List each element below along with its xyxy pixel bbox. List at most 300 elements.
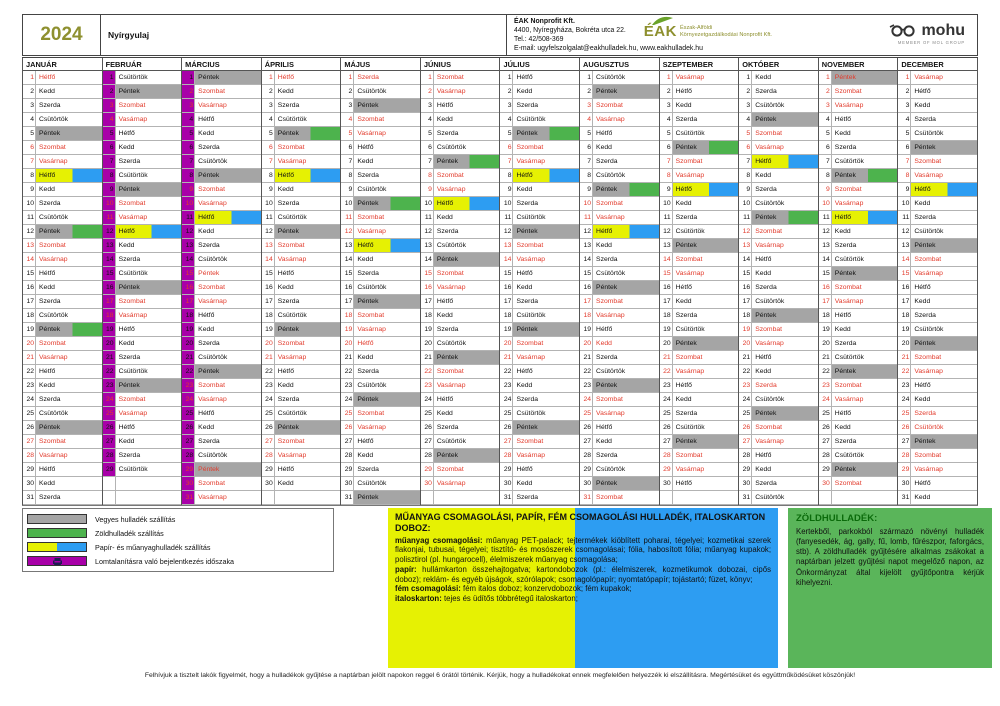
day-row (23, 379, 102, 393)
day-row (898, 85, 977, 99)
day-number: 17 (739, 295, 752, 308)
day-row (182, 71, 261, 85)
day-number: 18 (341, 309, 354, 322)
day-number: 20 (739, 337, 752, 350)
day-row (182, 141, 261, 155)
day-number: 3 (421, 99, 434, 112)
day-number: 15 (103, 267, 116, 280)
day-name: Csütörtök (357, 283, 387, 291)
day-row (819, 337, 898, 351)
day-number: 18 (580, 309, 593, 322)
day-number: 22 (262, 365, 275, 378)
day-row (103, 211, 182, 225)
day-number: 22 (580, 365, 593, 378)
day-name: Hétfő (516, 465, 533, 473)
day-number: 6 (262, 141, 275, 154)
day-row (23, 197, 102, 211)
day-name: Vasárnap (675, 171, 705, 179)
day-row (500, 337, 579, 351)
day-name: Csütörtök (118, 465, 148, 473)
day-name: Hétfő (596, 129, 613, 137)
day-row (182, 491, 261, 505)
day-row (739, 393, 818, 407)
day-number: 30 (500, 477, 513, 490)
day-name: Kedd (675, 199, 692, 207)
day-row (23, 295, 102, 309)
day-name: Kedd (834, 227, 851, 235)
day-name: Vasárnap (596, 115, 625, 123)
day-name: Szombat (834, 87, 862, 95)
day-number: 13 (580, 239, 593, 252)
day-row (262, 337, 341, 351)
day-number: 27 (23, 435, 36, 448)
day-number: 25 (898, 407, 911, 420)
month-column (499, 58, 579, 505)
day-number: 7 (898, 155, 911, 168)
day-row (103, 281, 182, 295)
day-name: Kedd (755, 269, 772, 277)
day-name: Szombat (596, 395, 623, 403)
day-name: Hétfő (198, 115, 215, 123)
day-row (819, 155, 898, 169)
day-row (660, 281, 739, 295)
day-number: 16 (262, 281, 275, 294)
day-name: Péntek (832, 169, 898, 182)
day-number: 20 (182, 337, 195, 350)
day-name: Szombat (39, 143, 66, 151)
day-name: Vasárnap (39, 157, 68, 165)
day-name: Péntek (593, 281, 659, 294)
day-row (341, 211, 420, 225)
day-number: 1 (182, 71, 195, 84)
day-number: 2 (819, 85, 832, 98)
month-header: OKTÓBER (739, 58, 818, 71)
day-row (898, 295, 977, 309)
day-name: Péntek (116, 379, 182, 392)
day-row (341, 379, 420, 393)
day-row (182, 435, 261, 449)
day-number: 19 (660, 323, 673, 336)
day-name: Szerda (277, 395, 300, 403)
day-row (23, 281, 102, 295)
day-name: Hétfő (277, 73, 294, 81)
day-name: Csütörtök (675, 325, 705, 333)
day-row (262, 435, 341, 449)
locality-label: Nyírgyulaj (101, 15, 507, 55)
day-name: Csütörtök (436, 437, 466, 445)
day-number: 14 (580, 253, 593, 266)
day-number: 11 (500, 211, 513, 224)
day-number: 4 (898, 113, 911, 126)
day-number: 28 (819, 449, 832, 462)
day-number: 1 (23, 71, 36, 84)
day-number: 22 (819, 365, 832, 378)
day-number: 23 (660, 379, 673, 392)
day-row (262, 253, 341, 267)
day-number: 13 (739, 239, 752, 252)
day-row (182, 449, 261, 463)
day-number: 25 (103, 407, 116, 420)
day-name: Szombat (198, 479, 225, 487)
day-row (580, 71, 659, 85)
day-name: Hétfő (675, 87, 692, 95)
day-name: Szerda (675, 311, 698, 319)
day-number: 8 (341, 169, 354, 182)
day-number: 1 (580, 71, 593, 84)
day-name: Vasárnap (277, 353, 307, 361)
day-row (421, 407, 500, 421)
day-row (23, 113, 102, 127)
day-number: 6 (103, 141, 116, 154)
day-row (421, 351, 500, 365)
day-name: Péntek (195, 71, 261, 84)
day-name: Hétfő (675, 479, 692, 487)
day-number: 26 (262, 421, 275, 434)
day-row (23, 351, 102, 365)
day-number: 5 (341, 127, 354, 140)
day-row (500, 71, 579, 85)
day-row (580, 365, 659, 379)
day-row (421, 225, 500, 239)
day-number: 31 (341, 491, 354, 504)
day-row (580, 281, 659, 295)
day-number: 18 (262, 309, 275, 322)
recyclables-paragraph-plastic: műanyag csomagolási: műanyag PET-palack; tejtermékek kiöblített poharai, tégelyei; kozmetikai szerek flakonjai, tubusai, tégelyei; tisztító- és mosószerek csomagolásai; fólia, habosított fólia; műanyag kupakok; polisztirol (pl. hungarocell), élelmiszerek műanyag csomagolása; (395, 535, 771, 565)
day-number: 23 (739, 379, 752, 392)
day-name: Kedd (596, 143, 612, 151)
day-row (341, 463, 420, 477)
mohu-logo-text: mohu (921, 22, 965, 39)
day-row (819, 379, 898, 393)
day-number: 15 (819, 267, 832, 280)
day-row (660, 197, 739, 211)
day-name: Szerda (198, 339, 220, 347)
day-number: 24 (660, 393, 673, 406)
day-name: Vasárnap (198, 101, 227, 109)
day-row (341, 239, 420, 253)
day-number: 4 (500, 113, 513, 126)
day-number: 26 (182, 421, 195, 434)
day-number: 15 (421, 267, 434, 280)
day-name: Szombat (914, 451, 942, 459)
day-row (580, 225, 659, 239)
day-row (341, 449, 420, 463)
day-name: Vasárnap (914, 367, 943, 375)
day-row (898, 379, 977, 393)
day-row (898, 267, 977, 281)
day-row (341, 421, 420, 435)
day-number (262, 491, 275, 504)
day-row (739, 435, 818, 449)
day-number: 5 (898, 127, 911, 140)
day-number: 30 (341, 477, 354, 490)
day-name: Szombat (596, 297, 623, 305)
day-number: 5 (500, 127, 513, 140)
day-number: 5 (103, 127, 116, 140)
day-name: Szerda (118, 451, 141, 459)
day-number: 24 (262, 393, 275, 406)
day-name: Hétfő (596, 325, 613, 333)
day-number: 13 (898, 239, 911, 252)
day-number: 7 (500, 155, 513, 168)
day-number: 28 (421, 449, 434, 462)
day-row (580, 407, 659, 421)
day-name: Csütörtök (436, 339, 466, 347)
day-number: 26 (580, 421, 593, 434)
day-number: 18 (182, 309, 195, 322)
day-row (660, 323, 739, 337)
day-row (341, 477, 420, 491)
day-number: 24 (103, 393, 116, 406)
day-name: Csütörtök (436, 143, 466, 151)
day-row (421, 85, 500, 99)
day-row (500, 113, 579, 127)
day-number: 31 (182, 491, 195, 504)
day-row (23, 393, 102, 407)
day-name: Szerda (39, 493, 61, 501)
day-name: Kedd (118, 339, 135, 347)
day-row (182, 281, 261, 295)
day-name: Szombat (436, 269, 464, 277)
day-number: 20 (23, 337, 36, 350)
day-row (182, 463, 261, 477)
day-row (500, 141, 579, 155)
day-name: Hétfő (275, 169, 341, 182)
day-row (898, 463, 977, 477)
eak-logo (644, 24, 772, 40)
day-number: 21 (819, 351, 832, 364)
day-name: Péntek (513, 421, 579, 434)
day-name: Szerda (198, 241, 220, 249)
day-name: Vasárnap (436, 87, 466, 95)
day-name: Szerda (516, 297, 539, 305)
day-number: 5 (262, 127, 275, 140)
day-row (500, 351, 579, 365)
day-row (103, 239, 182, 253)
day-number: 9 (500, 183, 513, 196)
day-name: Szerda (357, 73, 379, 81)
day-number: 15 (580, 267, 593, 280)
day-number: 30 (262, 477, 275, 490)
day-row (23, 267, 102, 281)
day-number: 20 (500, 337, 513, 350)
day-name: Péntek (116, 85, 182, 98)
day-name: Csütörtök (834, 451, 864, 459)
day-name: Vasárnap (357, 227, 386, 235)
day-number: 9 (341, 183, 354, 196)
day-row (262, 295, 341, 309)
day-number: 3 (341, 99, 354, 112)
day-number: 21 (421, 351, 434, 364)
day-name: Csütörtök (277, 409, 307, 417)
day-name: Szerda (118, 353, 141, 361)
day-number: 18 (23, 309, 36, 322)
day-name: Hétfő (436, 297, 454, 305)
day-name: Vasárnap (675, 465, 705, 473)
day-row (103, 295, 182, 309)
day-name: Szombat (516, 143, 544, 151)
day-name: Szerda (914, 115, 936, 123)
day-name: Kedd (118, 143, 135, 151)
day-row (660, 85, 739, 99)
day-row (421, 379, 500, 393)
day-number: 27 (103, 435, 116, 448)
day-name: Hétfő (675, 283, 692, 291)
day-number: 5 (660, 127, 673, 140)
day-number: 2 (898, 85, 911, 98)
day-name: Csütörtök (118, 367, 148, 375)
day-name: Hétfő (198, 311, 215, 319)
day-name: Szerda (914, 409, 936, 417)
month-header: JÚLIUS (500, 58, 579, 71)
day-row (660, 267, 739, 281)
day-number: 3 (739, 99, 752, 112)
day-name: Péntek (354, 295, 420, 308)
day-name: Szerda (357, 269, 379, 277)
day-number: 14 (262, 253, 275, 266)
day-row (421, 491, 500, 505)
day-row (341, 323, 420, 337)
day-number: 29 (580, 463, 593, 476)
day-name: Csütörtök (596, 465, 626, 473)
day-name: Csütörtök (675, 129, 705, 137)
day-name: Péntek (673, 141, 739, 154)
day-number: 6 (341, 141, 354, 154)
day-row (500, 99, 579, 113)
day-number: 11 (898, 211, 911, 224)
day-number: 12 (421, 225, 434, 238)
day-name: Vasárnap (436, 185, 466, 193)
day-name (673, 491, 739, 504)
day-name: Szombat (277, 437, 305, 445)
day-row (898, 197, 977, 211)
day-row (421, 337, 500, 351)
day-number: 25 (500, 407, 513, 420)
day-row (23, 239, 102, 253)
day-number: 6 (819, 141, 832, 154)
day-name: Hétfő (516, 367, 533, 375)
day-name: Kedd (277, 479, 294, 487)
day-number: 30 (580, 477, 593, 490)
day-number: 16 (500, 281, 513, 294)
day-number: 4 (182, 113, 195, 126)
recyclables-paragraph-paper: papír: hullámkarton összehajtogatva; kartondobozok (pl.: élelmiszerek, kozmetikumok dobozai, cipős doboz); reklám- és egyéb újságok, szórólapok; csomagolópapír; nyomtatópapír; tojástartó; füzet, könyv; (395, 564, 771, 584)
day-name: Szerda (596, 255, 618, 263)
day-name: Vasárnap (596, 409, 625, 417)
day-number: 2 (182, 85, 195, 98)
day-row (580, 351, 659, 365)
day-name: Szombat (596, 199, 623, 207)
day-number: 18 (421, 309, 434, 322)
day-row (580, 435, 659, 449)
day-number: 25 (660, 407, 673, 420)
day-number: 22 (898, 365, 911, 378)
day-row (580, 449, 659, 463)
day-number: 19 (819, 323, 832, 336)
day-number: 24 (182, 393, 195, 406)
day-row (898, 281, 977, 295)
owl-glasses-icon (889, 24, 917, 38)
day-name: Hétfő (914, 283, 931, 291)
day-name: Szerda (675, 115, 698, 123)
day-number: 25 (341, 407, 354, 420)
day-number: 10 (421, 197, 434, 210)
day-name: Szombat (516, 241, 544, 249)
day-number: 12 (898, 225, 911, 238)
month-column (420, 58, 500, 505)
day-name: Csütörtök (675, 423, 705, 431)
day-name: Vasárnap (834, 101, 864, 109)
day-number: 2 (580, 85, 593, 98)
day-number: 17 (819, 295, 832, 308)
day-name: Szombat (118, 199, 146, 207)
day-number: 16 (421, 281, 434, 294)
day-name: Kedd (755, 465, 772, 473)
day-number: 19 (341, 323, 354, 336)
collection-calendar (22, 57, 978, 506)
day-name: Péntek (911, 435, 977, 448)
day-row (660, 141, 739, 155)
day-name: Szombat (39, 241, 66, 249)
day-number: 10 (500, 197, 513, 210)
day-name: Csütörtök (755, 395, 785, 403)
day-row (23, 127, 102, 141)
day-number: 13 (660, 239, 673, 252)
day-row (341, 141, 420, 155)
day-name: Vasárnap (834, 199, 864, 207)
day-name: Kedd (277, 283, 294, 291)
day-number: 1 (660, 71, 673, 84)
day-name: Kedd (198, 325, 215, 333)
day-number: 9 (580, 183, 593, 196)
day-number: 1 (898, 71, 911, 84)
day-row (580, 141, 659, 155)
day-row (262, 141, 341, 155)
day-number: 5 (23, 127, 36, 140)
day-number: 7 (580, 155, 593, 168)
day-number: 19 (421, 323, 434, 336)
day-name: Kedd (675, 297, 692, 305)
day-row (819, 239, 898, 253)
day-number: 9 (739, 183, 752, 196)
day-name: Vasárnap (436, 381, 466, 389)
day-name: Szerda (436, 129, 459, 137)
day-name: Vasárnap (834, 297, 864, 305)
day-number: 23 (23, 379, 36, 392)
day-name: Szerda (436, 423, 459, 431)
day-row (103, 337, 182, 351)
day-row (262, 421, 341, 435)
day-number: 29 (898, 463, 911, 476)
day-name: Csütörtök (596, 73, 626, 81)
day-name: Csütörtök (516, 311, 546, 319)
day-row (341, 281, 420, 295)
day-row (421, 169, 500, 183)
day-row (103, 99, 182, 113)
day-row (739, 113, 818, 127)
day-name: Péntek (513, 323, 579, 336)
day-number: 12 (182, 225, 195, 238)
day-number: 31 (898, 491, 911, 504)
day-number: 26 (23, 421, 36, 434)
day-name: Szombat (357, 311, 385, 319)
day-name: Péntek (116, 281, 182, 294)
day-row (898, 127, 977, 141)
day-number: 4 (580, 113, 593, 126)
day-row (23, 407, 102, 421)
day-name: Csütörtök (516, 213, 546, 221)
day-name: Szombat (834, 479, 862, 487)
